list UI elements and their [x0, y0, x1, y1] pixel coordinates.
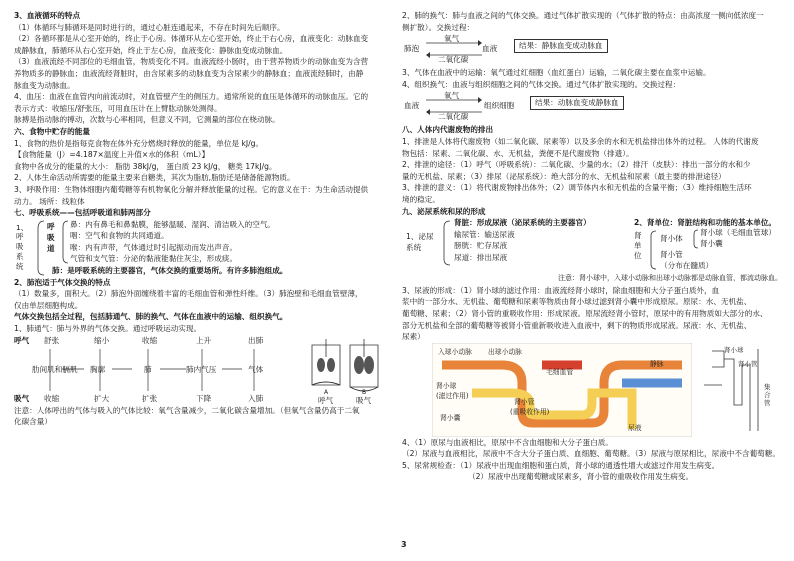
larynx-text: 喉：内有声带，气体通过时引起振动而发出声音。 — [70, 242, 238, 252]
result-box: 结果：静脉血变成动脉血 — [514, 39, 608, 53]
formula-line: 【食物能量（J）=4.187×温度上升值×水的体积（mL）】 — [14, 150, 210, 160]
text-line: 食物中各成分的能量的大小： 脂肪 38kJ/g， 蛋白质 23 kJ/g， 糖类 17kJ/g。 — [14, 161, 277, 171]
urinary-system-diagram: 1、泌尿 系统 肾脏：形成尿液（泌尿系统的主要器官） 输尿管：输送尿液 膀胱：贮存尿液 尿道：排出尿液 2、肾单位：肾脏结构和功能的基本单位。 肾 单 位 肾小体 肾小球（毛细血管球） 肾小囊 肾小管 （分布在髓质） — [406, 218, 776, 271]
text-line: 动力。 场所：线粒体 — [14, 196, 85, 206]
text-line: 葡萄糖、尿素；（2）肾小管的重吸收作用：形成尿液。原尿流经肾小管时，原尿中的有用物质如大部分的水、 — [402, 308, 768, 318]
breathing-table — [14, 335, 389, 405]
bracket-icon — [646, 229, 658, 271]
text-line: 气体交换包括全过程，包括肺通气、肺的换气、气体在血液中的运输、组织换气。 — [14, 312, 288, 322]
section-title: 2、肺泡适于气体交换的特点 — [14, 277, 111, 287]
text-line: 化碳含量） — [14, 417, 52, 427]
left-column — [14, 10, 389, 428]
text-line: 成静脉血，肺循环从右心室开始，终止于左心房，血液变化：静脉血变成动脉血。 — [14, 45, 288, 55]
figure-b-label: B — [362, 388, 367, 396]
right-column — [402, 10, 782, 483]
section-title: 九、泌尿系统和尿的形成 — [402, 206, 486, 216]
text-line: 侧扩散）。交换过程： — [402, 22, 475, 32]
text-line: 物包括：尿素、二氧化碳、水、无机盐，粪便不是代谢废物（排遗）。 — [402, 148, 634, 158]
text-line: 境的稳定。 — [402, 194, 440, 204]
inhale-row: 吸气 收缩 扩大 扩张 下降 入肺 — [14, 393, 264, 403]
text-line: （2）各循环都是从心室开始的，终止于心房。体循环从左心室开始，终止于右心房，血液变化：动脉血变 — [14, 34, 369, 44]
airway-vertical-label: 呼 吸 道 — [47, 221, 55, 253]
figure-a-caption: 呼气 — [318, 395, 334, 405]
text-line: 脉搏是指动脉的搏动，次数与心率相同，但意义不同，它测量的部位在桡动脉。 — [14, 115, 280, 125]
nose-text: 鼻：内有鼻毛和鼻黏膜，能够温暖、湿润、清洁吸入的空气。 — [70, 219, 276, 229]
text-line: 4、血压：血液在血管内向前流动时，对血管壁产生的侧压力。通常所说的血压是体循环的动脉血压。它的 — [14, 92, 369, 102]
text-line: 4、组织换气：血液与组织细胞之间的气体交换。通过气体扩散实现的。交换过程： — [402, 79, 681, 89]
section-title: 七、呼吸系统——包括呼吸道和肺两部分 — [14, 208, 151, 218]
page-number: 3 — [401, 540, 407, 549]
section-title: 八、人体内代谢废物的排出 — [402, 125, 494, 135]
text-line: 2、肺的换气：肺与血液之间的气体交换。通过气体扩散实现的（气体扩散的特点：由高浓度一侧向低浓度一 — [402, 11, 764, 20]
text-line: 1、食物的热价是指每克食物在体外充分燃烧时释放的能量，单位是 kJ/g。 — [14, 138, 264, 148]
text-line: （3）血液流经不同部位的毛细血管，物质变化不同。血液流经小肠时，由于营养物质少的动脉血变为含营 — [14, 57, 369, 67]
figure-b-caption: 吸气 — [356, 395, 372, 405]
bracket-icon — [56, 219, 70, 265]
urinary-label: 1、泌尿 系统 — [406, 232, 434, 253]
exchange-arrows-icon — [424, 39, 484, 59]
bracket-icon — [690, 229, 700, 249]
text-line: 2、人体生命活动所需要的能量主要来自糖类，其次为脂肪,脂肪还是储备能源物质。 — [14, 173, 295, 183]
text-line: （1）数量多，面积大。（2）肺泡外面缠绕着丰富的毛细血管和弹性纤维。（3）肺泡壁和毛细血管壁薄， — [14, 289, 363, 299]
middle-row: 肋间肌和膈肌 胸廓 肺 肺内气压 气体 — [32, 364, 264, 374]
text-line: 脉血变为动脉血。 — [14, 80, 75, 90]
exhale-row: 呼气 舒张 缩小 收缩 上升 出肺 — [14, 335, 264, 345]
text-line: 1、肺通气：肺与外界的气体交换。通过呼吸运动实现。 — [14, 324, 202, 334]
text-line: （2）尿液中出现葡萄糖或尿素多，肾小管的重吸收作用发生病变。 — [468, 472, 694, 482]
bracket-icon — [438, 219, 452, 269]
result-box: 结果：动脉血变成静脉血 — [530, 96, 624, 110]
text-line: 量的无机盐、尿素；（3）排尿（泌尿系统）：绝大部分的水、无机盐和尿素（最主要的排泄途径） — [402, 171, 726, 181]
text-line: 1、排泄是人体将代谢废物（如二氧化碳、尿素等）以及多余的水和无机盐排出体外的过程。 人体的代谢废 — [402, 136, 759, 146]
section-title: 六、食物中贮存的能量 — [14, 126, 90, 136]
urine-formation-figure: 入球小动脉 出球小动脉 毛细血管 肾小球 (滤过作用) 肾小囊 肾小管 (重吸收作用) 静脉 尿液 肾小球 肾小管 集合管 — [402, 343, 782, 437]
trachea-text: 气管和支气管：分泌的黏液能黏住灰尘，形成痰。 — [70, 254, 238, 264]
text-line: 3、排泄的意义：（1）将代谢废物排出体外；（2）调节体内水和无机盐的含量平衡；（3）维持细胞生活环 — [402, 183, 752, 193]
text-line: （1）体循环与肺循环是同时进行的，通过心脏连通起来，不存在时间先后顺序。 — [14, 22, 285, 32]
text-line: 部分无机盐和全部的葡萄糖等被肾小管重新吸收进入血液中，剩下的物质形成尿液。尿液：水、无机盐、 — [402, 320, 752, 330]
tissue-exchange-diagram: 氧气 血液 组织细胞 二氧化碳 结果：动脉血变成静脉血 — [402, 90, 782, 124]
text-line: 注意：人体呼出的气体与吸入的气体比较：氧气含量减少，二氧化碳含量增加。（但氧气含量仍高于二氧 — [14, 405, 360, 415]
respiratory-system-diagram — [14, 219, 389, 277]
text-line: 3、尿液的形成：（1）肾小球的滤过作用：血液流经肾小球时，除血细胞和大分子蛋白质外，血 — [402, 285, 720, 295]
text-line: 2、排泄的途径：（1）呼气（呼吸系统）：二氧化碳、少量的水；（2）排汗（皮肤）：排出一部分的水和少 — [402, 160, 751, 170]
text-line: （2）尿液与血液相比，尿液中不含大分子蛋白质、血细胞、葡萄糖。（3）尿液与原尿相比，尿液中不含葡萄糖。 — [402, 449, 780, 459]
text-line: 3、呼吸作用：生物体细胞内葡萄糖等有机物氧化分解并释放能量的过程。它的意义在于：为生命活动提供 — [14, 184, 369, 194]
section-title: 3、血液循环的特点 — [14, 11, 81, 20]
nephron-line-illustration — [702, 345, 772, 435]
text-line: 仅由单层细胞构成。 — [14, 300, 83, 310]
lung-text: 肺：是呼吸系统的主要器官，气体交换的重要场所。有许多肺泡组成。 — [52, 266, 288, 276]
text-line: 尿素） — [402, 332, 425, 342]
system-vertical-label: 1、 呼 吸 系 统 — [16, 222, 29, 271]
figure-a-label: A — [324, 388, 329, 396]
text-line: 5、尿常规检查：（1）尿液中出现血细胞和蛋白质，肾小球的通透性增大或滤过作用发生病变。 — [402, 460, 720, 470]
lung-exchange-diagram: 氧气 肺泡 血液 二氧化碳 结果：静脉血变成动脉血 — [402, 33, 782, 67]
nephron-title: 2、肾单位：肾脏结构和功能的基本单位。 — [634, 218, 776, 228]
note-line: 注意：肾小球中，入球小动脉和出球小动脉都是动脉血管，都流动脉血。 — [558, 274, 782, 283]
text-line: 3、气体在血液中的运输：氧气通过红细胞（血红蛋白）运输，二氧化碳主要在血浆中运输。 — [402, 68, 711, 78]
text-line: 养物质多的静脉血；血液流经肾脏时，由含尿素多的动脉血变为含尿素少的静脉血；血液流经肺时，由静 — [14, 68, 364, 78]
nephron-vertical-label: 肾 单 位 — [634, 231, 642, 261]
text-line: 浆中的一部分水、无机盐、葡萄糖和尿素等物质由肾小球过滤到肾小囊中形成原尿。原尿：水、无机盐、 — [402, 297, 752, 307]
pharynx-text: 咽：空气和食物的共同通道。 — [70, 231, 169, 241]
text-line: 表示方式：收缩压/舒张压，可用血压计在上臂肱动脉处测得。 — [14, 103, 222, 113]
exchange-arrows-icon — [424, 96, 484, 116]
lung-model-illustration — [308, 337, 384, 403]
text-line: 4、（1）原尿与血液相比，原尿中不含血细胞和大分子蛋白质。 — [402, 437, 613, 447]
